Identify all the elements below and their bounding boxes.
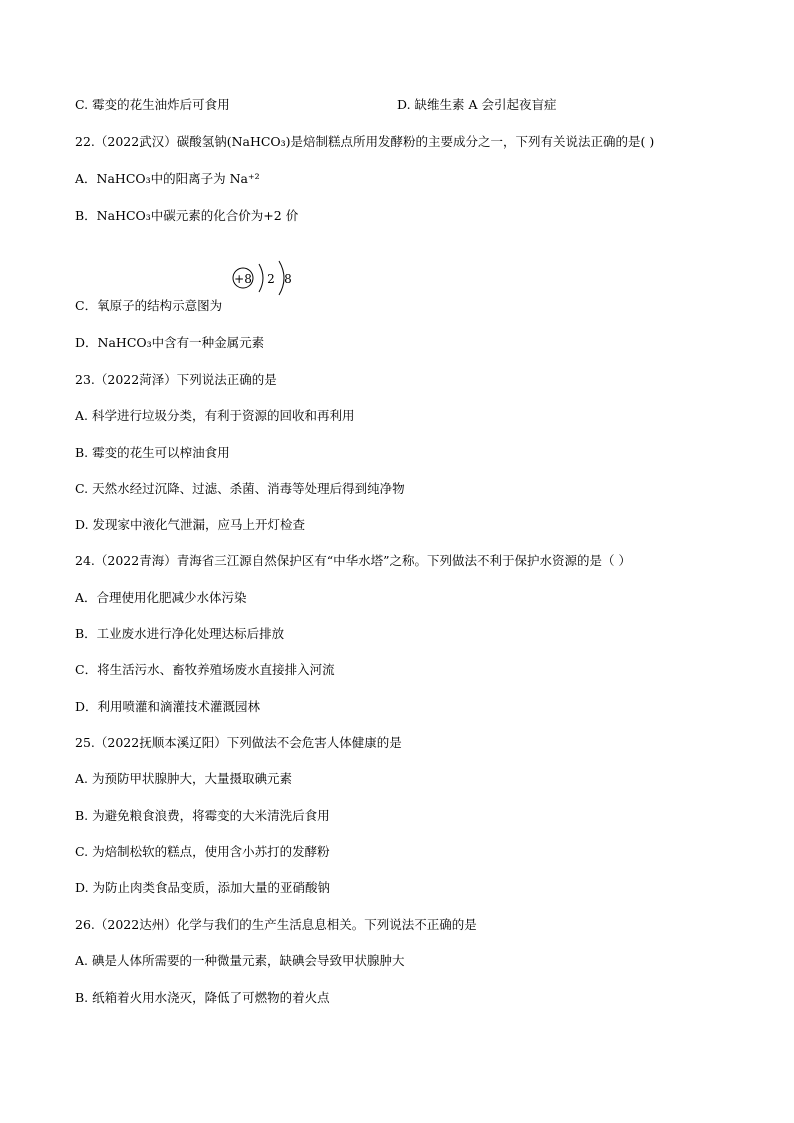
atom-shell-2-count: 8: [284, 272, 292, 286]
q25-option-b: B. 为避免粮食浪费，将霉变的大米清洗后食用: [75, 808, 330, 823]
atom-shell-1-count: 2: [267, 272, 275, 286]
q26-stem: 26.（2022达州）化学与我们的生产生活息息相关。下列说法不正确的是: [75, 917, 477, 932]
q22-option-b: B．NaHCO₃中碳元素的化合价为+2 价: [75, 208, 299, 223]
q23-option-c: C. 天然水经过沉降、过滤、杀菌、消毒等处理后得到纯净物: [75, 481, 405, 496]
q25-option-a: A. 为预防甲状腺肿大，大量摄取碘元素: [75, 771, 292, 786]
q24-option-c: C．将生活污水、畜牧养殖场废水直接排入河流: [75, 662, 335, 677]
atom-nucleus-charge: +8: [234, 272, 252, 286]
q23-option-a: A. 科学进行垃圾分类，有利于资源的回收和再利用: [75, 408, 355, 423]
q24-option-b: B．工业废水进行净化处理达标后排放: [75, 626, 285, 641]
q24-stem: 24.（2022青海）青海省三江源自然保护区有“中华水塔”之称。下列做法不利于保护水资源的是（ ）: [75, 553, 631, 568]
q22-stem: 22.（2022武汉）碳酸氢钠(NaHCO₃)是焙制糕点所用发酵粉的主要成分之一，下列有关说法正确的是( ): [75, 134, 655, 149]
q26-option-a: A. 碘是人体所需要的一种微量元素，缺碘会导致甲状腺肿大: [75, 953, 405, 968]
oxygen-atom-structure-diagram: [226, 258, 296, 302]
q21-option-d: D. 缺维生素 A 会引起夜盲症: [397, 97, 557, 112]
q22-option-a: A．NaHCO₃中的阳离子为 Na⁺²: [75, 171, 260, 186]
q21-option-c: C. 霉变的花生油炸后可食用: [75, 97, 230, 112]
q25-option-d: D. 为防止肉类食品变质，添加大量的亚硝酸钠: [75, 880, 331, 895]
q22-option-c: C．氧原子的结构示意图为: [75, 298, 223, 313]
q25-option-c: C. 为焙制松软的糕点，使用含小苏打的发酵粉: [75, 844, 330, 859]
q24-option-a: A．合理使用化肥减少水体污染: [75, 590, 247, 605]
q23-stem: 23.（2022菏泽）下列说法正确的是: [75, 372, 277, 387]
q24-option-d: D．利用喷灌和滴灌技术灌溉园林: [75, 699, 261, 714]
q22-option-d: D．NaHCO₃中含有一种金属元素: [75, 335, 265, 350]
q25-stem: 25.（2022抚顺本溪辽阳）下列做法不会危害人体健康的是: [75, 735, 402, 750]
q23-option-d: D. 发现家中液化气泄漏，应马上开灯检查: [75, 517, 306, 532]
q23-option-b: B. 霉变的花生可以榨油食用: [75, 445, 230, 460]
q26-option-b: B. 纸箱着火用水浇灭，降低了可燃物的着火点: [75, 990, 330, 1005]
